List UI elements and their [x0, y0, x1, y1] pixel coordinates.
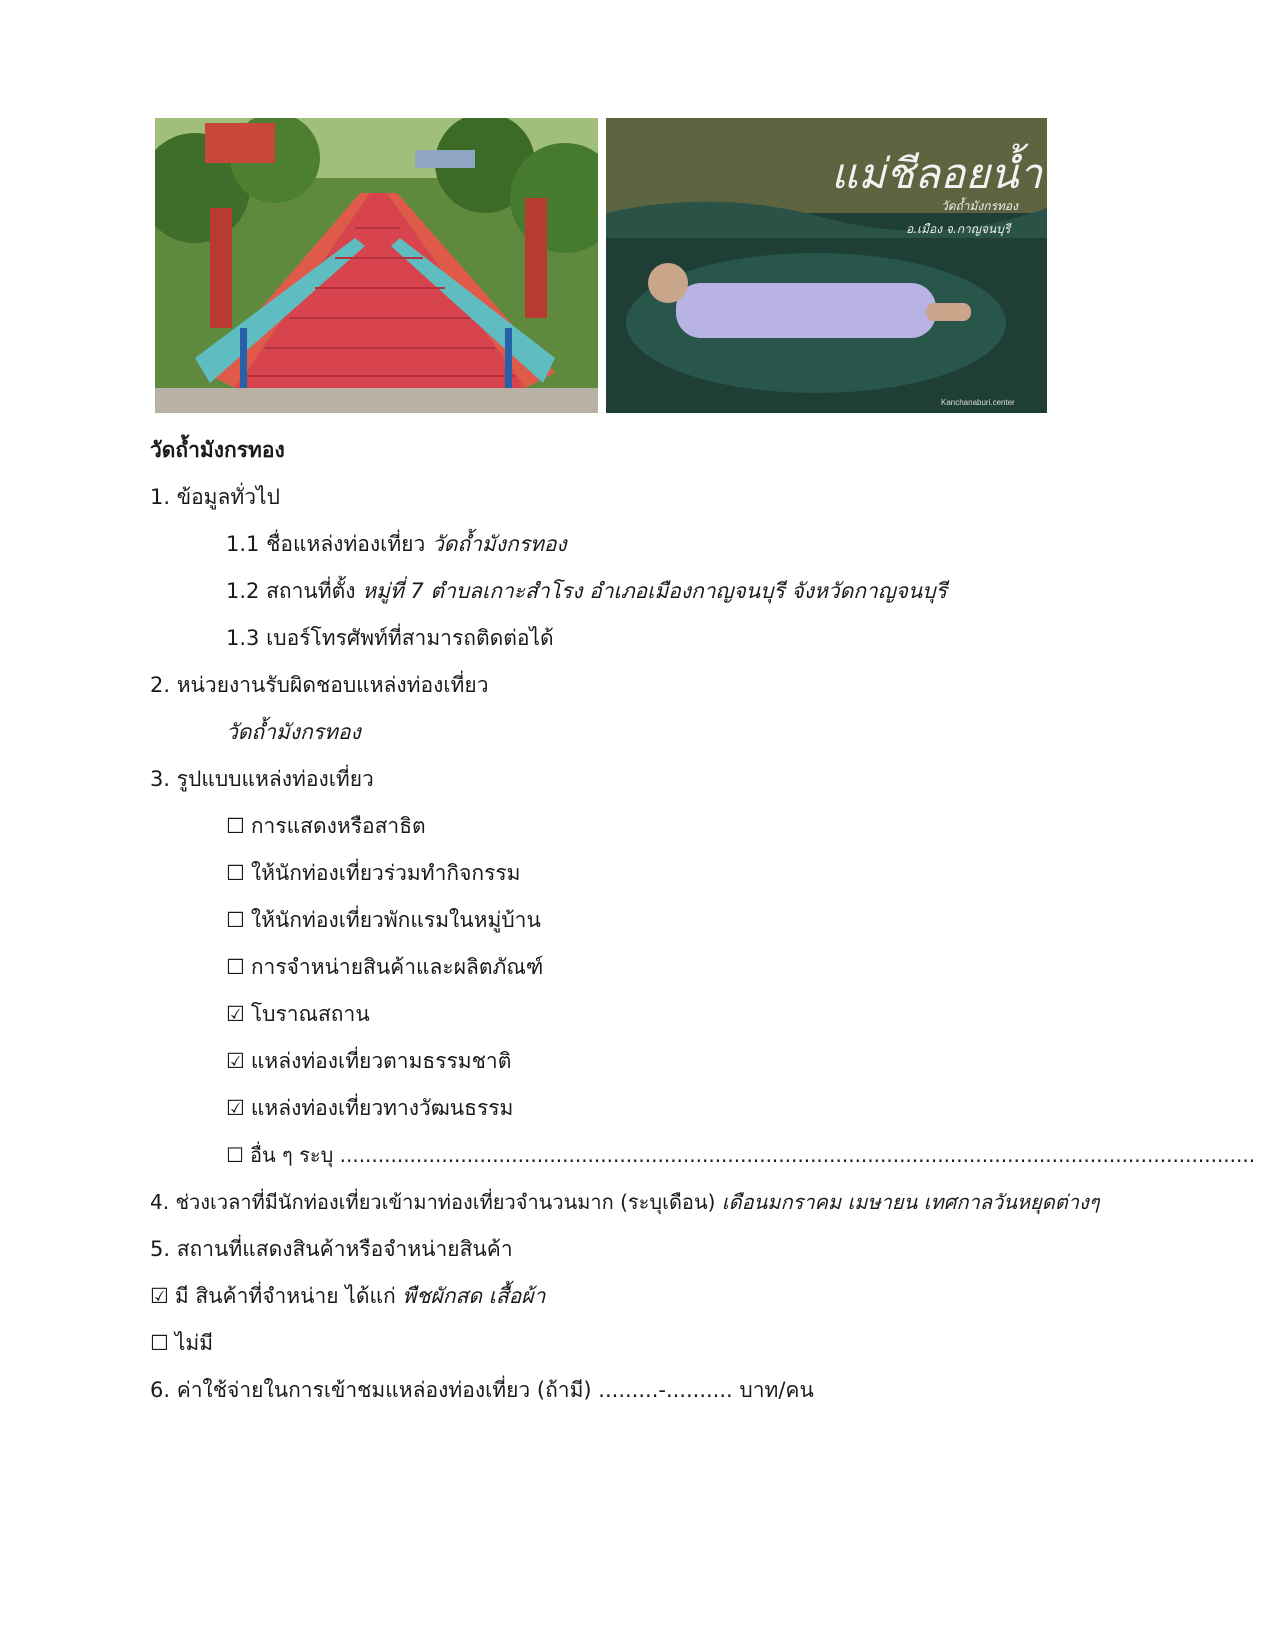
section-5-heading: 5. สถานที่แสดงสินค้าหรือจำหน่ายสินค้า: [150, 1237, 513, 1261]
section-4: [150, 1187, 1100, 1217]
item-1-2-value: หมู่ที่ 7 ตำบลเกาะสำโรง อำเภอเมืองกาญจนบุรี จังหวัดกาญจนบุรี: [362, 579, 947, 603]
photo-overlay-title: แม่ชีลอยน้ำ: [831, 149, 1043, 198]
photo-watermark: Kanchanaburi.center: [941, 398, 1015, 407]
option-row: [226, 999, 370, 1029]
item-1-2-label: 1.2 สถานที่ตั้ง: [226, 579, 356, 603]
option-row: [226, 952, 543, 982]
page-title: วัดถ้ำมังกรทอง: [150, 438, 285, 462]
checked-box-icon[interactable]: ☑: [226, 1002, 245, 1026]
option-label: แหล่งท่องเที่ยวตามธรรมชาติ: [250, 1049, 512, 1073]
option-label: การแสดงหรือสาธิต: [250, 814, 426, 838]
photo-row: [155, 118, 1047, 413]
checkbox-icon[interactable]: ☐: [226, 955, 245, 979]
section-1-heading: 1. ข้อมูลทั่วไป: [150, 485, 280, 509]
option-label: แหล่งท่องเที่ยวทางวัฒนธรรม: [250, 1096, 514, 1120]
checked-box-icon[interactable]: ☑: [226, 1049, 245, 1073]
section-6: 6. ค่าใช้จ่ายในการเข้าชมแหล่องท่องเที่ยว (ถ้ามี) .........-.......... บาท/คน: [150, 1378, 814, 1402]
checkbox-icon[interactable]: ☐: [226, 908, 245, 932]
item-1-1: [226, 529, 567, 559]
section-4-label: 4. ช่วงเวลาที่มีนักท่องเที่ยวเข้ามาท่องเที่ยวจำนวนมาก (ระบุเดือน): [150, 1190, 716, 1214]
checkbox-icon[interactable]: ☐: [226, 861, 245, 885]
option-row: [226, 858, 521, 888]
temple-staircase-photo: [155, 118, 598, 413]
section-2-heading: 2. หน่วยงานรับผิดชอบแหล่งท่องเที่ยว: [150, 673, 489, 697]
checked-box-icon[interactable]: ☑: [226, 1096, 245, 1120]
option-row: [226, 905, 541, 935]
checkbox-icon[interactable]: ☐: [226, 814, 245, 838]
option-row: [226, 1093, 513, 1123]
option-label: การจำหน่ายสินค้าและผลิตภัณฑ์: [250, 955, 544, 979]
option-row: [226, 811, 426, 841]
option-label: ให้นักท่องเที่ยวร่วมทำกิจกรรม: [250, 861, 521, 885]
checkbox-icon[interactable]: ☐: [150, 1331, 169, 1355]
option-label-other: อื่น ๆ ระบุ ................................................................................................................................................: [249, 1143, 1256, 1167]
section-2-value: วัดถ้ำมังกรทอง: [226, 720, 361, 744]
photo-overlay-location: อ.เมือง จ.กาญจนบุรี: [906, 222, 1011, 236]
section-3-heading: 3. รูปแบบแหล่งท่องเที่ยว: [150, 767, 374, 791]
section-4-value: เดือนมกราคม เมษายน เทศกาลวันหยุดต่างๆ: [721, 1190, 1100, 1214]
option-label: โบราณสถาน: [250, 1002, 370, 1026]
section-5-yes-label: มี สินค้าที่จำหน่าย ได้แก่: [174, 1284, 396, 1308]
section-5-yes: [150, 1281, 545, 1311]
option-label: ให้นักท่องเที่ยวพักแรมในหมู่บ้าน: [250, 908, 541, 932]
option-row: [226, 1140, 1255, 1170]
item-1-1-label: 1.1 ชื่อแหล่งท่องเที่ยว: [226, 532, 426, 556]
item-1-1-value: วัดถ้ำมังกรทอง: [431, 532, 567, 556]
section-5-no: [150, 1328, 213, 1358]
photo-overlay-subtitle: วัดถ้ำมังกรทอง: [941, 199, 1018, 213]
item-1-3: 1.3 เบอร์โทรศัพท์ที่สามารถติดต่อได้: [226, 626, 554, 650]
option-row: [226, 1046, 511, 1076]
checkbox-icon[interactable]: ☐: [226, 1143, 244, 1167]
section-5-yes-value: พืชผักสด เสื้อผ้า: [402, 1284, 546, 1308]
section-5-no-label: ไม่มี: [174, 1331, 214, 1355]
item-1-2: [226, 576, 947, 606]
checked-box-icon[interactable]: ☑: [150, 1284, 169, 1308]
floating-nun-photo: [606, 118, 1047, 413]
